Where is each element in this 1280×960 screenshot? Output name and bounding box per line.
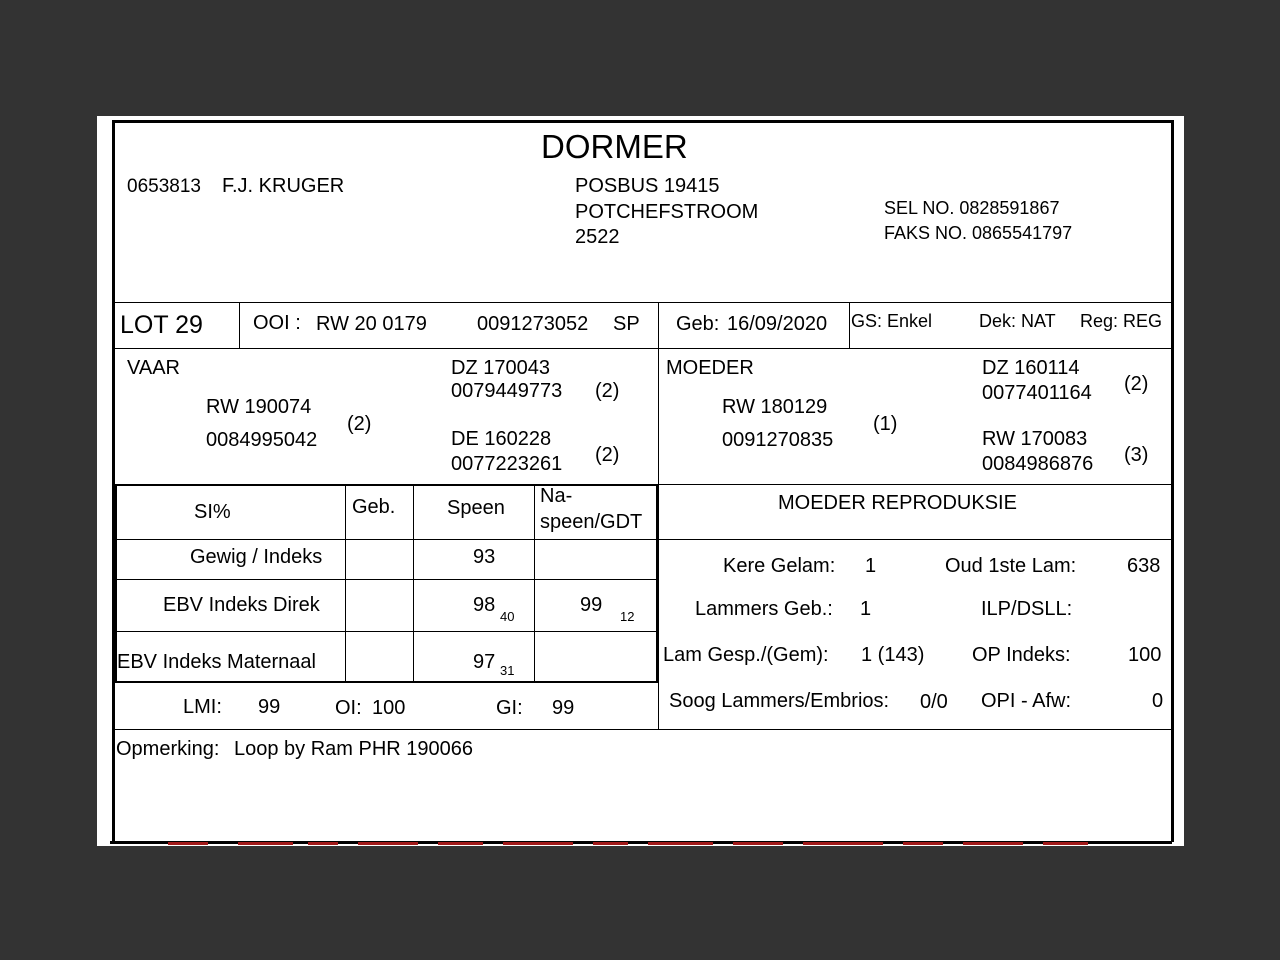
address-line1: POSBUS 19415 bbox=[575, 175, 720, 197]
lmi-value: 99 bbox=[258, 696, 281, 718]
vaar-number: 0084995042 bbox=[206, 429, 318, 451]
soog-lammers-label: Soog Lammers/Embrios: bbox=[669, 690, 890, 712]
moeder-dam-count: (3) bbox=[1124, 444, 1149, 466]
op-indeks-value: 100 bbox=[1128, 644, 1162, 666]
remark-label: Opmerking: bbox=[116, 738, 220, 760]
phone-number: SEL NO. 0828591867 bbox=[884, 198, 1060, 218]
rule-col-geb bbox=[345, 484, 346, 681]
row-gewig-speen: 93 bbox=[473, 546, 496, 568]
row-maternaal-speen: 97 bbox=[473, 651, 496, 673]
rule-lot-bottom bbox=[115, 348, 1172, 349]
fax-number: FAKS NO. 0865541797 bbox=[884, 223, 1073, 243]
dek-status: Dek: NAT bbox=[979, 311, 1056, 331]
rule-center-divider bbox=[658, 302, 659, 729]
vaar-sire-number: 0079449773 bbox=[451, 380, 563, 402]
row-maternaal-label: EBV Indeks Maternaal bbox=[117, 651, 316, 673]
oi-value: 100 bbox=[372, 697, 406, 719]
lammers-geb-label: Lammers Geb.: bbox=[695, 598, 833, 620]
kere-gelam-label: Kere Gelam: bbox=[723, 555, 836, 577]
rule-col-speen bbox=[413, 484, 414, 681]
rule-row2 bbox=[115, 631, 658, 632]
rule-row1 bbox=[115, 579, 658, 580]
moeder-sire-count: (2) bbox=[1124, 373, 1149, 395]
ooi-number: 0091273052 bbox=[477, 313, 589, 335]
rule-table-header bbox=[115, 539, 658, 540]
op-indeks-label: OP Indeks: bbox=[972, 644, 1071, 666]
rule-row3 bbox=[115, 681, 658, 683]
row-direk-speen-sub: 40 bbox=[500, 609, 515, 624]
lammers-geb-value: 1 bbox=[860, 598, 872, 620]
row-direk-naspeen: 99 bbox=[580, 594, 603, 616]
ilp-dsll-label: ILP/DSLL: bbox=[981, 598, 1073, 620]
row-gewig-label: Gewig / Indeks bbox=[190, 546, 323, 568]
vaar-dam-count: (2) bbox=[595, 444, 620, 466]
row-maternaal-speen-sub: 31 bbox=[500, 663, 515, 678]
gs-status: GS: Enkel bbox=[851, 311, 933, 331]
address-line3: 2522 bbox=[575, 226, 620, 248]
address-line2: POTCHEFSTROOM bbox=[575, 201, 759, 223]
ooi-id: RW 20 0179 bbox=[316, 313, 427, 335]
header-naspeen-line1: Na- bbox=[540, 485, 573, 507]
moeder-count: (1) bbox=[873, 413, 898, 435]
lmi-label: LMI: bbox=[183, 696, 222, 718]
gi-label: GI: bbox=[496, 697, 523, 719]
moeder-dam-number: 0084986876 bbox=[982, 453, 1094, 475]
rule-table-right bbox=[656, 484, 658, 683]
oi-label: OI: bbox=[335, 697, 362, 719]
geb-label: Geb: bbox=[676, 313, 720, 335]
clipped-red-text bbox=[168, 842, 1128, 846]
opi-afw-value: 0 bbox=[1152, 690, 1164, 712]
ooi-label: OOI : bbox=[253, 312, 301, 334]
vaar-count: (2) bbox=[347, 413, 372, 435]
gi-value: 99 bbox=[552, 697, 575, 719]
rule-table-top bbox=[115, 484, 658, 486]
moeder-dam-id: RW 170083 bbox=[982, 428, 1088, 450]
header-si: SI% bbox=[194, 501, 231, 523]
ooi-code: SP bbox=[613, 313, 640, 335]
moeder-id: RW 180129 bbox=[722, 396, 828, 418]
repro-title: MOEDER REPRODUKSIE bbox=[778, 492, 1017, 514]
geb-date: 16/09/2020 bbox=[727, 313, 828, 335]
vaar-id: RW 190074 bbox=[206, 396, 312, 418]
moeder-label: MOEDER bbox=[666, 357, 754, 379]
header-geb: Geb. bbox=[352, 496, 396, 518]
rule-lot-divider bbox=[239, 302, 240, 348]
vaar-sire-count: (2) bbox=[595, 380, 620, 402]
vaar-dam-id: DE 160228 bbox=[451, 428, 552, 450]
header-naspeen-line2: speen/GDT bbox=[540, 511, 643, 533]
rule-summary-bottom bbox=[115, 729, 1172, 730]
lam-gesp-value: 1 (143) bbox=[861, 644, 925, 666]
row-direk-naspeen-sub: 12 bbox=[620, 609, 635, 624]
rule-repro-top bbox=[658, 484, 1172, 485]
remark-text: Loop by Ram PHR 190066 bbox=[234, 738, 474, 760]
breed-title: DORMER bbox=[541, 128, 688, 165]
oud-lam-value: 638 bbox=[1127, 555, 1161, 577]
rule-col-naspeen bbox=[534, 484, 535, 681]
vaar-label: VAAR bbox=[127, 357, 180, 379]
oud-lam-label: Oud 1ste Lam: bbox=[945, 555, 1077, 577]
vaar-sire-id: DZ 170043 bbox=[451, 357, 550, 379]
moeder-sire-number: 0077401164 bbox=[982, 382, 1092, 404]
lam-gesp-label: Lam Gesp./(Gem): bbox=[663, 644, 829, 666]
opi-afw-label: OPI - Afw: bbox=[981, 690, 1072, 712]
breeder-number: 0653813 bbox=[127, 176, 201, 197]
rule-lot-top bbox=[115, 302, 1172, 303]
row-direk-label: EBV Indeks Direk bbox=[163, 594, 320, 616]
lot-number: LOT 29 bbox=[120, 311, 203, 339]
reg-status: Reg: REG bbox=[1080, 311, 1163, 331]
breeder-name: F.J. KRUGER bbox=[222, 175, 345, 197]
rule-geb-divider bbox=[849, 302, 850, 348]
rule-repro-header bbox=[658, 539, 1172, 540]
row-direk-speen: 98 bbox=[473, 594, 496, 616]
moeder-sire-id: DZ 160114 bbox=[982, 357, 1080, 379]
kere-gelam-value: 1 bbox=[865, 555, 877, 577]
moeder-number: 0091270835 bbox=[722, 429, 834, 451]
soog-lammers-value: 0/0 bbox=[920, 691, 948, 713]
vaar-dam-number: 0077223261 bbox=[451, 453, 563, 475]
header-speen: Speen bbox=[447, 497, 505, 519]
